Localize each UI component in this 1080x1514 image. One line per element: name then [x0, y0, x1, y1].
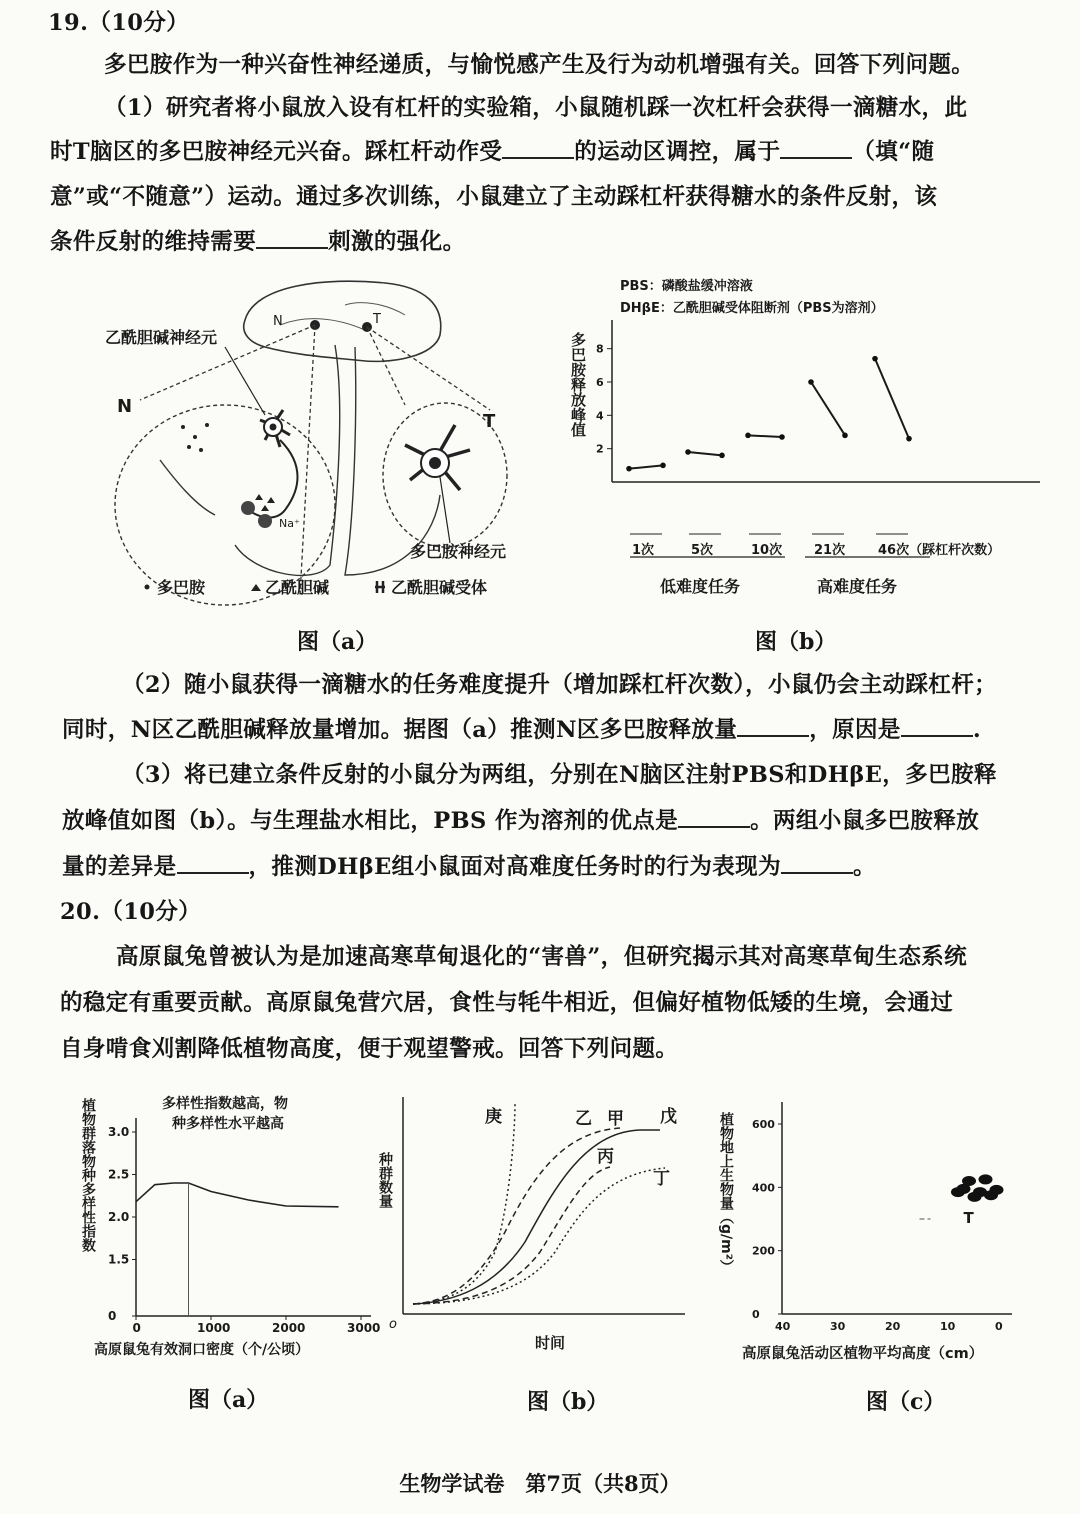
y-tick-label: 3.0 — [108, 1125, 130, 1139]
chart20a-ylabel: 植物群落物种多样性指数 — [80, 1098, 96, 1252]
data-point-pbs — [626, 466, 632, 472]
answer-blank[interactable] — [737, 717, 809, 737]
ach-neuron-label: 乙酰胆碱神经元 — [105, 328, 218, 347]
data-point — [968, 1192, 982, 1202]
category-label: 10次 — [751, 543, 783, 558]
brain-label-t: T — [373, 312, 381, 327]
category-label: 21次 — [814, 543, 846, 558]
q19-p3-line1: （3）将已建立条件反射的小鼠分为两组，分别在N脑区注射PBS和DHβE，多巴胺释 — [122, 762, 997, 788]
text-run: 的运动区调控，属于 — [574, 139, 781, 165]
y-tick-label: 6 — [596, 376, 604, 389]
x-tick-label: 2000 — [272, 1321, 306, 1335]
chart20c-plot — [752, 1102, 1012, 1333]
q19-p2-line1: （2）随小鼠获得一滴糖水的任务难度提升（增加踩杠杆次数），小鼠仍会主动踩杠杆； — [122, 672, 998, 698]
y-tick-label: 1.5 — [108, 1252, 130, 1267]
dopamine-neuron-icon — [405, 425, 470, 490]
legend-receptor: 乙酰胆碱受体 — [391, 578, 488, 597]
legend-dopamine: 多巴胺 — [157, 578, 206, 597]
group-high-label: 高难度任务 — [817, 577, 898, 596]
page-footer: 生物学试卷 第7页（共8页） — [399, 1471, 681, 1496]
pair-line — [629, 465, 663, 468]
dopamine-neuron-label: 多巴胺神经元 — [410, 542, 507, 561]
data-point-dhbe — [842, 433, 848, 439]
y-tick-label: 400 — [752, 1181, 775, 1195]
growth-curve — [413, 1102, 515, 1304]
chart20b-xlabel: 时间 — [535, 1334, 566, 1352]
chart20a-plot — [108, 1118, 380, 1335]
q20-line1: 高原鼠兔曾被认为是加速高寒草甸退化的“害兽”，但研究揭示其对高寒草甸生态系统 — [116, 944, 968, 970]
text-run: 同时，N区乙酰胆碱释放量增加。据图（a）推测N区多巴胺释放量 — [62, 717, 738, 743]
answer-blank[interactable] — [256, 229, 328, 249]
figure-20b-chart — [377, 1092, 705, 1362]
answer-blank[interactable] — [901, 717, 973, 737]
region-t-label: T — [483, 411, 496, 432]
q19-p1-line2 — [50, 137, 934, 167]
text-run: 。两组小鼠多巴胺释放 — [750, 808, 980, 834]
pair-line — [748, 435, 782, 437]
text-run: 量的差异是 — [62, 854, 177, 880]
fig20c-caption: 图（c） — [866, 1389, 946, 1415]
growth-curve — [413, 1128, 620, 1304]
category-label: 5次 — [691, 543, 714, 558]
text-run: ，原因是 — [809, 717, 901, 743]
q19-p2-line2 — [62, 715, 981, 745]
q19-p1-line3: 意”或“不随意”）运动。通过多次训练，小鼠建立了主动踩杠杆获得糖水的条件反射，该 — [50, 184, 938, 210]
fig20a-note1: 多样性指数越高，物 — [162, 1096, 288, 1112]
growth-curve — [413, 1168, 665, 1304]
answer-blank[interactable] — [502, 139, 574, 159]
period: . — [972, 717, 982, 743]
q19-p1-line4 — [50, 227, 466, 257]
series-label: 甲 — [607, 1109, 624, 1129]
y-tick-label: 200 — [752, 1244, 775, 1258]
category-label: 46次（踩杠杆次数） — [878, 543, 1001, 558]
brain-label-n: N — [273, 314, 283, 329]
data-point-pbs — [808, 379, 814, 385]
text-run: （填“随 — [852, 139, 935, 165]
na-label: Na⁺ — [279, 517, 300, 530]
chart20c-ylabel: 植物地上生物量（g/m²） — [718, 1112, 734, 1274]
answer-blank[interactable] — [780, 139, 852, 159]
x-tick-label: 20 — [885, 1320, 901, 1333]
y-tick-label: 0 — [108, 1309, 117, 1323]
y-tick-label: 8 — [596, 342, 604, 356]
data-point-pbs — [745, 433, 751, 439]
data-point-dhbe — [779, 434, 785, 440]
pair-line — [688, 452, 722, 455]
q19-p3-line2 — [62, 806, 979, 836]
data-point — [984, 1190, 998, 1200]
chart19b-ylabel: 多巴胺释放峰值 — [569, 332, 587, 437]
chart20b-ylabel: 种群数量 — [377, 1152, 393, 1208]
fig20a-note2: 种多样性水平越高 — [172, 1116, 284, 1132]
text-run: ，推测DHβE组小鼠面对高难度任务时的行为表现为 — [248, 854, 781, 880]
q20-line2: 的稳定有重要贡献。高原鼠兔营穴居，食性与牦牛相近，但偏好植物低矮的生境，会通过 — [60, 990, 954, 1016]
data-point-dhbe — [906, 436, 912, 442]
y-tick-label: 2.0 — [108, 1210, 130, 1224]
origin-label: o — [389, 1317, 397, 1332]
x-tick-label: 3000 — [347, 1321, 381, 1335]
pair-line — [875, 359, 909, 439]
series-label: 丁 — [653, 1169, 670, 1189]
series-label: 戊 — [660, 1107, 677, 1127]
q19-intro: 多巴胺作为一种兴奋性神经递质，与愉悦感产生及行为动机增强有关。回答下列问题。 — [104, 52, 975, 78]
answer-blank[interactable] — [177, 854, 249, 874]
x-tick-label: 40 — [775, 1320, 791, 1333]
y-tick-label: 0 — [752, 1308, 760, 1321]
fig19b-caption: 图（b） — [755, 629, 837, 655]
synapse-icon — [241, 494, 275, 528]
diversity-curve — [136, 1183, 339, 1207]
data-point-dhbe — [719, 453, 725, 459]
text-run: 放峰值如图（b）。与生理盐水相比，PBS 作为溶剂的优点是 — [62, 808, 679, 834]
fig20a-caption: 图（a） — [188, 1387, 269, 1413]
text-run: 刺激的强化。 — [328, 229, 466, 255]
answer-blank[interactable] — [781, 854, 853, 874]
answer-blank[interactable] — [678, 808, 750, 828]
data-point-dhbe — [660, 463, 666, 469]
series-label: 乙 — [575, 1109, 592, 1129]
chart20a-xlabel: 高原鼠兔有效洞口密度（个/公顷） — [94, 1342, 310, 1358]
y-tick-label: 2 — [596, 442, 604, 456]
y-tick-label: 600 — [752, 1118, 775, 1131]
x-tick-label: 1000 — [197, 1321, 231, 1335]
chart19b-plot — [596, 320, 1040, 558]
data-point — [979, 1174, 993, 1184]
legend-ach-icon — [251, 584, 261, 591]
y-tick-label: 2.5 — [108, 1167, 130, 1182]
fig19a-caption: 图（a） — [297, 629, 378, 655]
series-label: 庚 — [485, 1107, 502, 1127]
x-tick-label: 30 — [830, 1320, 846, 1333]
data-point-pbs — [685, 449, 691, 455]
figure-19b-chart — [560, 272, 1060, 612]
q19-p1-line1: （1）研究者将小鼠放入设有杠杆的实验箱，小鼠随机踩一次杠杆会获得一滴糖水，此 — [104, 95, 968, 121]
fig20b-caption: 图（b） — [527, 1389, 609, 1415]
figure-19a-diagram — [105, 275, 545, 610]
legend-receptor-icon — [375, 581, 385, 593]
chart20c-xlabel: 高原鼠兔活动区植物平均高度（cm） — [742, 1346, 984, 1362]
y-tick-label: 4 — [596, 409, 604, 423]
q20-header: 20.（10分） — [60, 899, 202, 925]
legend-ach: 乙酰胆碱 — [265, 578, 330, 597]
figure-20c-chart — [720, 1092, 1060, 1367]
note-dhbe: DHβE：乙酰胆碱受体阻断剂（PBS为溶剂） — [620, 301, 884, 316]
dopamine-dots — [181, 423, 209, 452]
data-point — [951, 1187, 965, 1197]
category-label: 1次 — [632, 543, 655, 558]
text-run: 条件反射的维持需要 — [50, 229, 257, 255]
text-run: 时T脑区的多巴胺神经元兴奋。踩杠杆动作受 — [50, 139, 503, 165]
region-n-label: N — [117, 396, 133, 417]
series-label: 丙 — [597, 1147, 614, 1167]
group-low-label: 低难度任务 — [660, 577, 741, 596]
data-point-pbs — [872, 356, 878, 362]
figure-20a-chart — [80, 1088, 385, 1368]
point-label-t: T — [963, 1209, 974, 1227]
note-pbs: PBS：磷酸盐缓冲溶液 — [620, 279, 753, 294]
x-tick-label: 0 — [995, 1320, 1003, 1333]
x-tick-label: 10 — [940, 1320, 956, 1333]
q19-header: 19.（10分） — [48, 10, 190, 36]
growth-curve — [413, 1167, 610, 1304]
legend-dopamine-icon — [145, 585, 150, 590]
x-tick-label: 0 — [132, 1321, 141, 1335]
q19-p3-line3 — [62, 852, 876, 882]
pair-line — [811, 382, 845, 435]
q20-line3: 自身啃食刈割降低植物高度，便于观望警戒。回答下列问题。 — [60, 1036, 679, 1062]
period: 。 — [852, 854, 876, 880]
chart20b-plot — [413, 1102, 677, 1304]
